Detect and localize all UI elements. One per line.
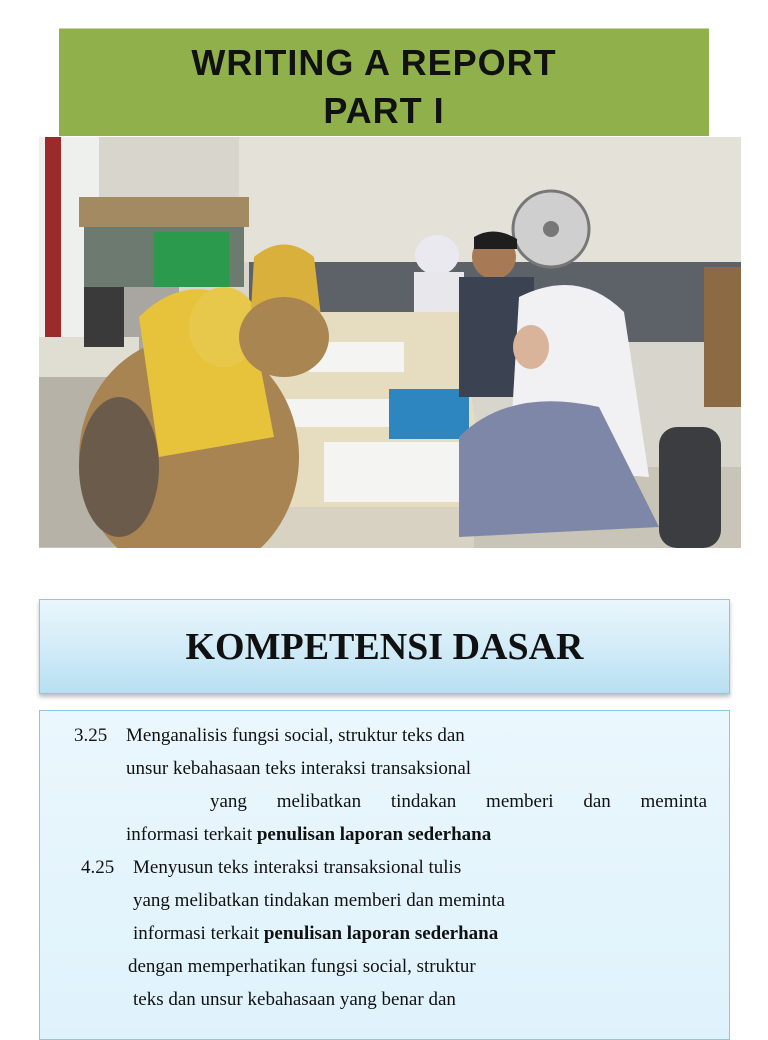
kd-4-25-line-1: Menyusun teks interaksi transaksional tulis bbox=[133, 857, 462, 878]
kd-3-25-line-4-bold: penulisan laporan sederhana bbox=[256, 824, 492, 845]
classroom-photo bbox=[39, 137, 741, 548]
kd-4-25-line-3-bold: penulisan laporan sederhana bbox=[263, 923, 499, 944]
classroom-photo-illustration bbox=[39, 137, 741, 548]
kompetensi-content bbox=[39, 710, 730, 1040]
kd-3-25-line-4-text: informasi terkait bbox=[126, 824, 257, 845]
title-banner bbox=[59, 28, 709, 136]
kd-3-25-line-4 bbox=[126, 822, 491, 848]
kd-4-25-line-3 bbox=[133, 921, 498, 947]
kd-4-25-line-2: yang melibatkan tindakan memberi dan meminta bbox=[133, 890, 505, 911]
kompetensi-dasar-header bbox=[39, 599, 730, 694]
kd-4-25-line-4: dengan memperhatikan fungsi social, struktur bbox=[128, 956, 476, 977]
kd-4-25-line-5: teks dan unsur kebahasaan yang benar dan bbox=[133, 989, 456, 1010]
kd-3-25-line-3-word: yang bbox=[210, 791, 247, 812]
kd-3-25-line-3-word: meminta bbox=[640, 791, 707, 812]
title-line-1: WRITING A REPORT bbox=[191, 42, 557, 83]
kd-3-25-line-3 bbox=[210, 789, 707, 815]
kompetensi-dasar-heading: KOMPETENSI DASAR bbox=[185, 626, 584, 668]
kd-4-25-line-3-text: informasi terkait bbox=[133, 923, 264, 944]
kd-3-25-number: 3.25 bbox=[74, 725, 108, 746]
kd-3-25-line-1: Menganalisis fungsi social, struktur teks dan bbox=[126, 725, 465, 746]
kd-3-25-line-3-word: tindakan bbox=[390, 791, 457, 812]
kd-4-25-number: 4.25 bbox=[81, 857, 115, 878]
kd-3-25-line-3-word: dan bbox=[583, 791, 611, 812]
kd-3-25-line-2: unsur kebahasaan teks interaksi transaksional bbox=[126, 758, 472, 779]
title-line-2: PART I bbox=[323, 90, 445, 131]
kd-3-25-line-3-word: memberi bbox=[486, 791, 554, 812]
kd-3-25-line-3-word: melibatkan bbox=[276, 791, 362, 812]
